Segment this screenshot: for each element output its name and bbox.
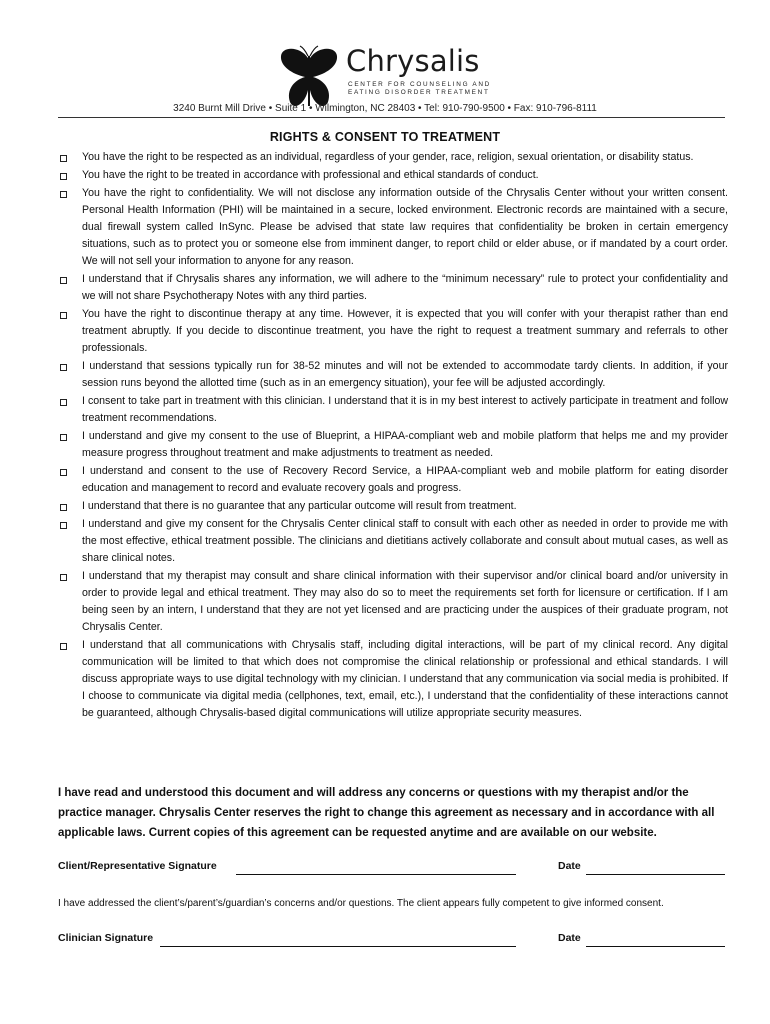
list-item xyxy=(58,167,728,184)
contact-address: 3240 Burnt Mill Drive • Suite 1 • Wilmington, NC 28403 • Tel: 910-790-9500 • Fax: 910-796-8111 xyxy=(173,103,597,114)
list-item xyxy=(58,149,728,166)
clinician-signature-field[interactable] xyxy=(160,946,516,947)
checkbox-icon[interactable] xyxy=(60,155,67,162)
checkbox-icon[interactable] xyxy=(60,522,67,529)
list-item xyxy=(58,516,728,567)
client-signature-field[interactable] xyxy=(236,874,516,875)
list-item-text: I consent to take part in treatment with this clinician. I understand that it is in my best interest to actively participate in treatment and follow treatment recommendations. xyxy=(82,395,728,424)
list-item-text: You have the right to confidentiality. We will not disclose any information outside of the Chrysalis Center without your written consent. Personal Health Information (PHI) will be maintained in a secure, locked environment. Electronic records are maintained with a secure, dual firewall system called InSync. Please be advised that state law requires that confidentiality be broken in certain emergency situations, such as to protect you or someone else from imminent danger, to report child or elder abuse, or if mandated by a court order. We will not sell your information to anyone for any reason. xyxy=(82,187,728,267)
rights-list xyxy=(58,149,728,723)
clinician-attestation: I have addressed the client’s/parent’s/guardian’s concerns and/or questions. The client appears fully competent to give informed consent. xyxy=(58,898,664,909)
list-item xyxy=(58,498,728,515)
checkbox-icon[interactable] xyxy=(60,434,67,441)
list-item-text: I understand and consent to the use of Recovery Record Service, a HIPAA-compliant web and mobile platform for eating disorder education and management to record and evaluate recovery goals and progress. xyxy=(82,465,728,494)
list-item xyxy=(58,306,728,357)
list-item-text: I understand that there is no guarantee that any particular outcome will result from treatment. xyxy=(82,500,517,512)
client-signature-label: Client/Representative Signature xyxy=(58,860,217,872)
list-item xyxy=(58,358,728,392)
checkbox-icon[interactable] xyxy=(60,364,67,371)
header-divider xyxy=(58,117,725,118)
list-item-text: I understand and give my consent for the Chrysalis Center clinical staff to consult with each other as needed in order to provide me with the most effective, ethical treatment possible. The clinicians and dietitians actively collaborate and consult about mutual cases, as well as share clinical notes. xyxy=(82,518,728,564)
list-item-text: I understand that all communications with Chrysalis staff, including digital interactions, will be part of my clinical record. Any digital communication will be limited to that which does not compromise the clinical relationship or professional and ethical standards. I will discuss appropriate ways to use digital technology with my clinician. I understand that any communication via social media is prohibited. If I choose to communicate via digital media (cellphones, text, email, etc.), I understand that the confidentiality of these interactions cannot be guaranteed, although Chrysalis-based digital communications will utilize appropriate security measures. xyxy=(82,639,728,719)
list-item-text: I understand and give my consent to the use of Blueprint, a HIPAA-compliant web and mobile platform that helps me and my provider measure progress throughout treatment and make adjustments to treatment as needed. xyxy=(82,430,728,459)
acknowledgement-text: I have read and understood this document and will address any concerns or questions with my therapist and/or the practice manager. Chrysalis Center reserves the right to change this agreement as necessary and in accordance with all applicable laws. Current copies of this agreement can be requested anytime and are available on our website. xyxy=(58,787,715,839)
list-item-text: I understand that if Chrysalis shares any information, we will adhere to the “minimum necessary” rule to protect your confidentiality and we will not share Psychotherapy Notes with any third parties. xyxy=(82,273,728,302)
list-item xyxy=(58,271,728,305)
clinician-date-label: Date xyxy=(558,932,581,944)
list-item-text: I understand that sessions typically run for 38-52 minutes and will not be extended to accommodate tardy clients. In addition, if your session runs beyond the allotted time (such as in an emergency situation), your fee will be adjusted accordingly. xyxy=(82,360,728,389)
client-date-field[interactable] xyxy=(586,874,725,875)
checkbox-icon[interactable] xyxy=(60,277,67,284)
client-date-label: Date xyxy=(558,860,581,872)
logo-subtitle-line-1: CENTER FOR COUNSELING AND xyxy=(348,81,491,88)
clinician-signature-label: Clinician Signature xyxy=(58,932,154,944)
list-item xyxy=(58,568,728,636)
list-item xyxy=(58,637,728,722)
page-title: RIGHTS & CONSENT TO TREATMENT xyxy=(269,130,501,144)
list-item-text: I understand that my therapist may consult and share clinical information with their supervisor and/or clinical board and/or university in order to provide legal and ethical treatment. They may also do so to meet the requirements set forth for licensure or certification. If I am being seen by an intern, I understand that they are not yet licensed and are practicing under the auspices of their graduate program, not Chrysalis Center. xyxy=(82,570,728,633)
list-item xyxy=(58,393,728,427)
list-item-text: You have the right to be treated in accordance with professional and ethical standards of conduct. xyxy=(82,169,539,181)
list-item xyxy=(58,185,728,270)
checkbox-icon[interactable] xyxy=(60,173,67,180)
checkbox-icon[interactable] xyxy=(60,312,67,319)
clinician-date-field[interactable] xyxy=(586,946,725,947)
list-item xyxy=(58,463,728,497)
checkbox-icon[interactable] xyxy=(60,469,67,476)
checkbox-icon[interactable] xyxy=(60,504,67,511)
checkbox-icon[interactable] xyxy=(60,399,67,406)
checkbox-icon[interactable] xyxy=(60,191,67,198)
checkbox-icon[interactable] xyxy=(60,574,67,581)
checkbox-icon[interactable] xyxy=(60,643,67,650)
list-item xyxy=(58,428,728,462)
list-item-text: You have the right to be respected as an individual, regardless of your gender, race, religion, sexual orientation, or disability status. xyxy=(82,151,694,163)
logo-name: Chrysalis xyxy=(346,44,480,78)
list-item-text: You have the right to discontinue therapy at any time. However, it is expected that you will confer with your therapist rather than end treatment abruptly. If you decide to discontinue treatment, you have the right to request a treatment summary and referrals to other professionals. xyxy=(82,308,728,354)
logo-subtitle-line-2: EATING DISORDER TREATMENT xyxy=(348,89,490,96)
